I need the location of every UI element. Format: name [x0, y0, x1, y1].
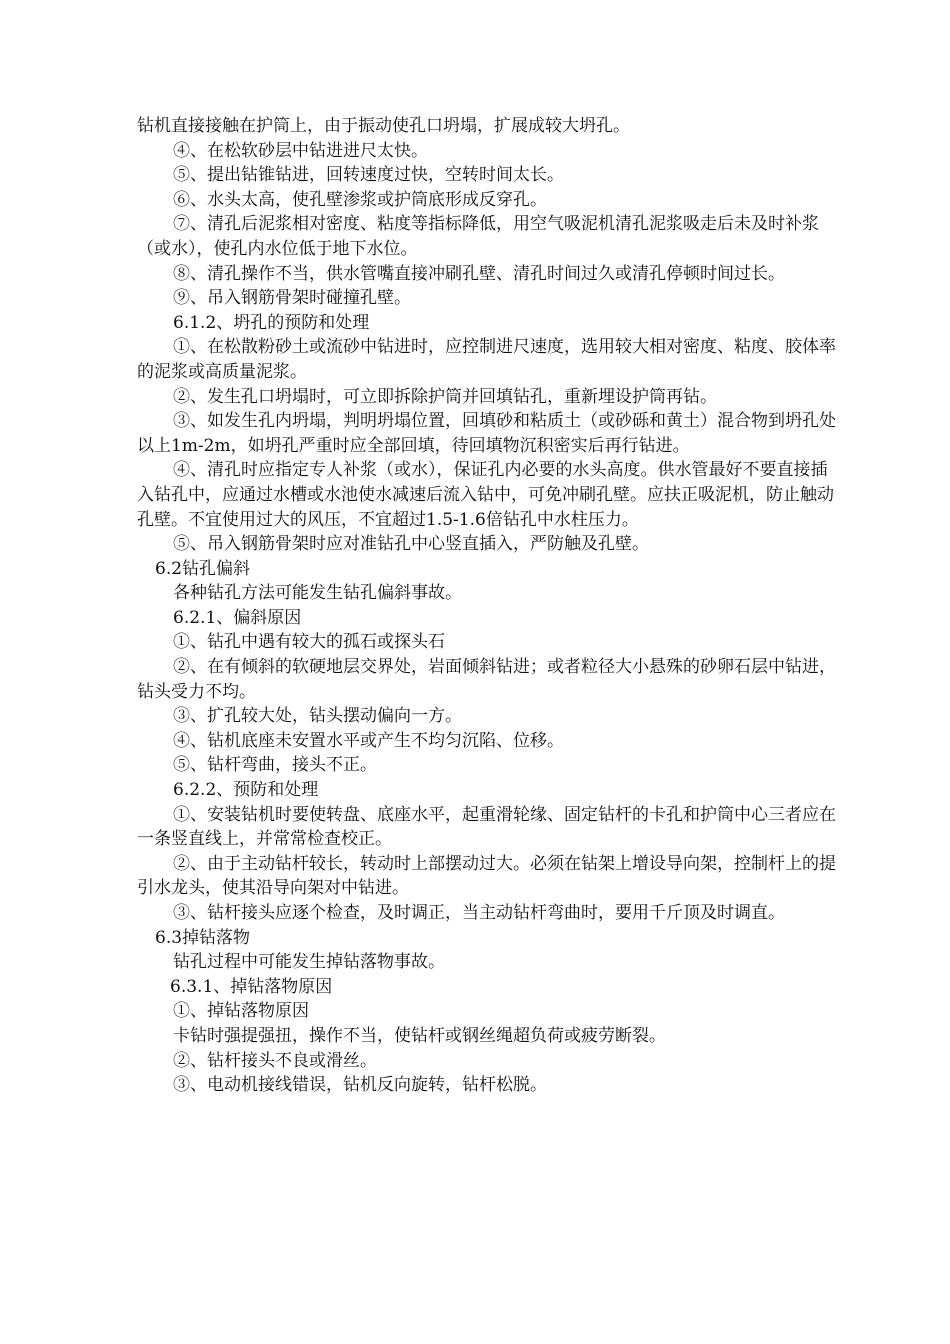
paragraph: 6.2.2、预防和处理: [173, 780, 319, 801]
paragraph: 钻机直接接触在护筒上，由于振动使孔口坍塌，扩展成较大坍孔。: [137, 116, 630, 136]
paragraph: ②、在有倾斜的软硬地层交界处，岩面倾斜钻进；或者粒径大小悬殊的砂卵石层中钻进，钻头受力不均。: [137, 657, 836, 702]
paragraph: ②、由于主动钻杆较长，转动时上部摆动过大。必须在钻架上增设导向架，控制杆上的提引水龙头，使其沿导向架对中钻进。: [137, 853, 836, 899]
paragraph: ①、在松散粉砂土或流砂中钻进时，应控制进尺速度，选用较大相对密度、粘度、胶体率的泥浆或高质量泥浆。: [137, 337, 836, 382]
paragraph: 6.1.2、坍孔的预防和处理: [173, 312, 370, 333]
paragraph: ④、钻机底座未安置水平或产生不均匀沉陷、位移。: [173, 730, 564, 751]
paragraph: ①、安装钻机时要使转盘、底座水平，起重滑轮缘、固定钻杆的卡孔和护筒中心三者应在一条竖直线上，并常常检查校正。: [137, 804, 836, 850]
document-body: [137, 114, 837, 1098]
paragraph: ⑨、吊入钢筋骨架时碰撞孔壁。: [173, 288, 411, 309]
paragraph: ⑤、钻杆弯曲，接头不正。: [173, 755, 377, 776]
paragraph: ③、电动机接线错误，钻机反向旋转，钻杆松脱。: [173, 1075, 547, 1096]
paragraph: ③、如发生孔内坍塌，判明坍塌位置，回填砂和粘质土（或砂砾和黄土）混合物到坍孔处以上1m-2m，如坍孔严重时应全部回填，待回填物沉积密实后再行钻进。: [137, 411, 836, 456]
paragraph: ⑧、清孔操作不当，供水管嘴直接冲刷孔壁、清孔时间过久或清孔停顿时间过长。: [173, 263, 785, 284]
paragraph: ③、钻杆接头应逐个检查，及时调正，当主动钻杆弯曲时，要用千斤顶及时调直。: [173, 903, 785, 923]
paragraph: ④、清孔时应指定专人补浆（或水），保证孔内必要的水头高度。供水管最好不要直接插入钻孔中，应通过水槽或水池使水减速后流入钻中，可免冲刷孔壁。应扶正吸泥机，防止触动孔壁。不宜使用过大的风压，不宜超过1.5-1.6倍钻孔中水柱压力。: [137, 460, 834, 530]
paragraph: ②、钻杆接头不良或滑丝。: [173, 1050, 377, 1071]
paragraph: ②、发生孔口坍塌时，可立即拆除护筒并回填钻孔，重新埋设护筒再钻。: [173, 386, 717, 407]
paragraph: ⑦、清孔后泥浆相对密度、粘度等指标降低，用空气吸泥机清孔泥浆吸走后未及时补浆（或水），使孔内水位低于地下水位。: [137, 214, 819, 259]
paragraph: ⑥、水头太高，使孔壁渗浆或护筒底形成反穿孔。: [173, 189, 547, 210]
paragraph: ④、在松软砂层中钻进进尺太快。: [173, 140, 428, 161]
paragraph: 各种钻孔方法可能发生钻孔偏斜事故。: [173, 583, 462, 604]
paragraph: ①、钻孔中遇有较大的孤石或探头石: [173, 632, 445, 653]
paragraph: 卡钻时强提强扭，操作不当，使钻杆或钢丝绳超负荷或疲劳断裂。: [173, 1025, 666, 1046]
paragraph: 6.3.1、掉钻落物原因: [170, 976, 333, 997]
paragraph: 6.2钻孔偏斜: [155, 558, 251, 579]
paragraph: ①、掉钻落物原因: [173, 1001, 309, 1022]
paragraph: 钻孔过程中可能发生掉钻落物事故。: [173, 952, 445, 973]
paragraph: ⑤、吊入钢筋骨架时应对准钻孔中心竖直插入，严防触及孔壁。: [173, 534, 649, 555]
paragraph: ⑤、提出钻锥钻进，回转速度过快，空转时间太长。: [173, 165, 564, 186]
paragraph: 6.2.1、偏斜原因: [173, 607, 302, 628]
paragraph: 6.3掉钻落物: [155, 927, 251, 948]
paragraph: ③、扩孔较大处，钻头摆动偏向一方。: [173, 706, 462, 727]
